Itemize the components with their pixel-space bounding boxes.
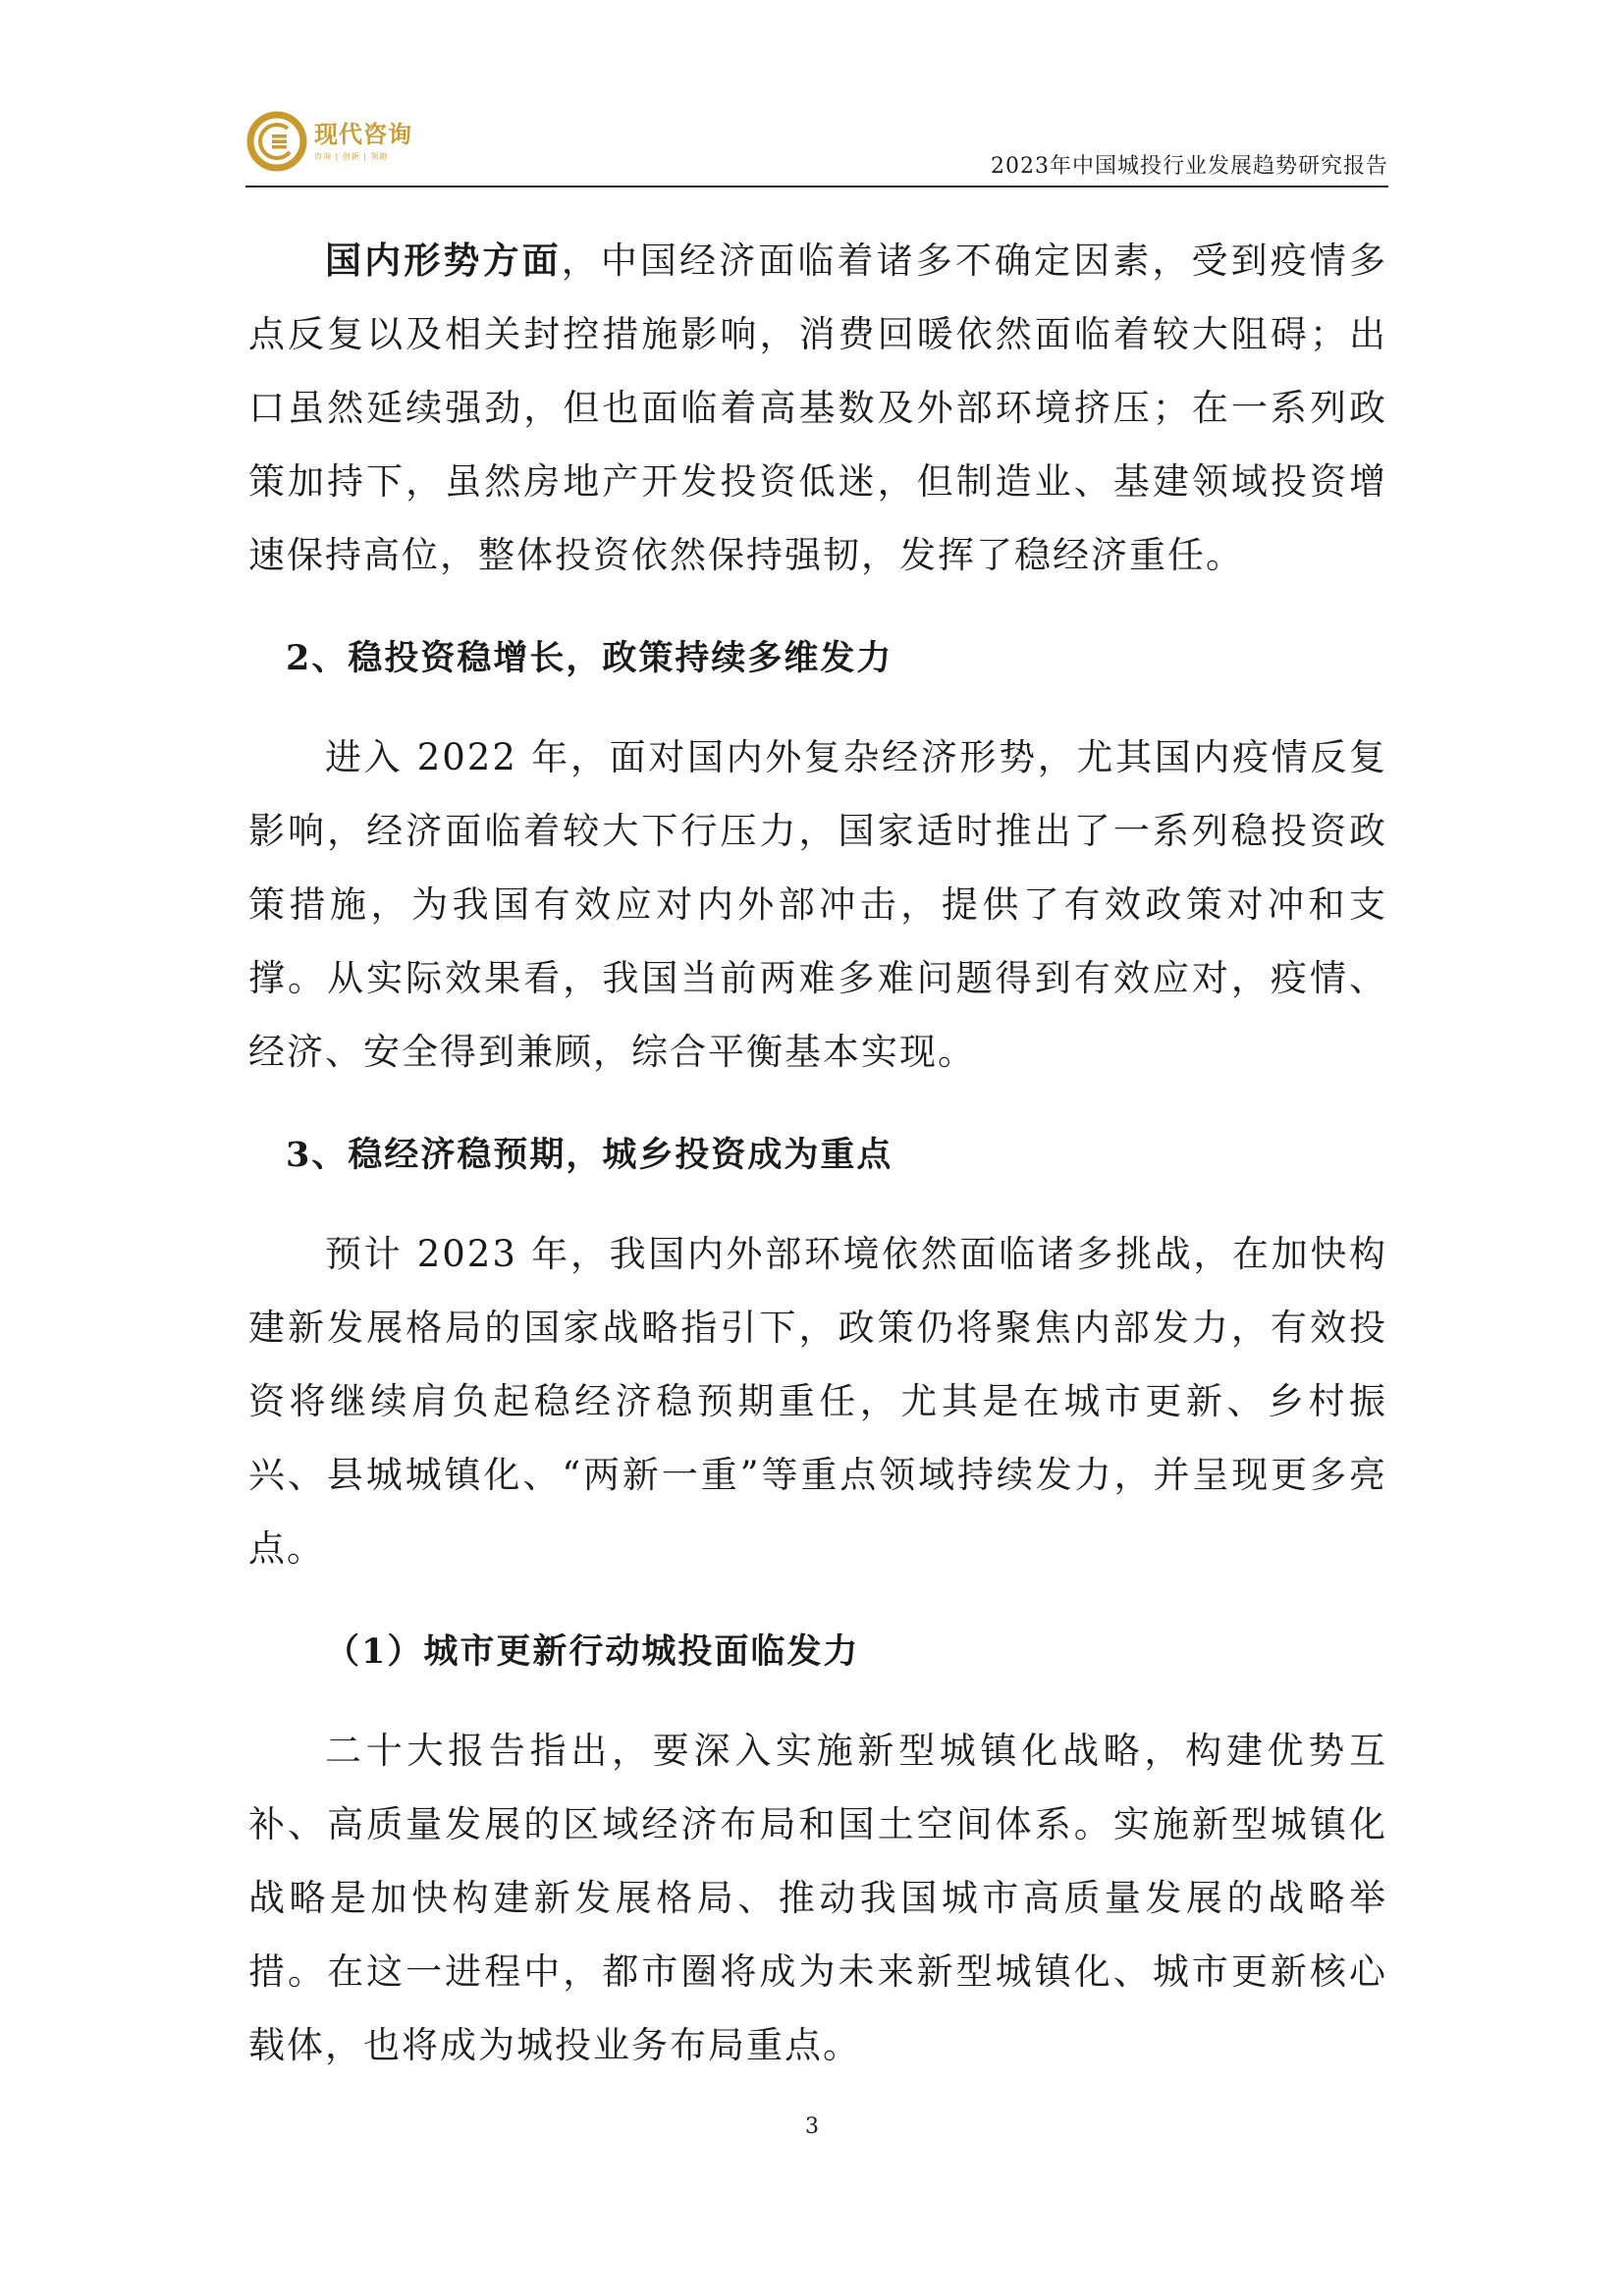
header-divider	[245, 186, 1388, 187]
paragraph-text: ，中国经济面临着诸多不确定因素，受到疫情多点反复以及相关封控措施影响，消费回暖依然面临着较大阻碍；出口虽然延续强劲，但也面临着高基数及外部环境挤压；在一系列政策加持下，虽然房地产开发投资低迷，但制造业、基建领域投资增速保持高位，整体投资依然保持强韧，发挥了稳经济重任。	[248, 240, 1388, 576]
page-content	[248, 224, 1387, 2111]
paragraph-outlook-2023: 预计 2023 年，我国内外部环境依然面临诸多挑战，在加快构建新发展格局的国家战略指引下，政策仍将聚焦内部发力，有效投资将继续肩负起稳经济稳预期重任，尤其是在城市更新、乡村振兴、县城城镇化、“两新一重”等重点领域持续发力，并呈现更多亮点。	[248, 1233, 1387, 1570]
logo-tagline: 咨询 | 创新 | 领跑	[314, 152, 389, 161]
paragraph-domestic-situation	[248, 224, 1387, 592]
report-title: 2023年中国城投行业发展趋势研究报告	[991, 154, 1388, 179]
section-heading-2: 2、稳投资稳增长，政策持续多维发力	[286, 638, 893, 678]
company-logo	[245, 106, 412, 177]
subsection-heading-1: （1）城市更新行动城投面临发力	[325, 1631, 860, 1672]
logo-mark-icon	[245, 110, 308, 173]
section-heading-3: 3、稳经济稳预期，城乡投资成为重点	[286, 1135, 893, 1175]
page-number: 3	[805, 2114, 819, 2139]
logo-name: 现代咨询	[314, 121, 412, 148]
paragraph-investment-policy: 进入 2022 年，面对国内外复杂经济形势，尤其国内疫情反复影响，经济面临着较大下行压力，国家适时推出了一系列稳投资政策措施，为我国有效应对内外部冲击，提供了有效政策对冲和支撑。从实际效果看，我国当前两难多难问题得到有效应对，疫情、经济、安全得到兼顾，综合平衡基本实现。	[248, 736, 1387, 1073]
paragraph-urbanization: 二十大报告指出，要深入实施新型城镇化战略，构建优势互补、高质量发展的区域经济布局和国土空间体系。实施新型城镇化战略是加快构建新发展格局、推动我国城市高质量发展的战略举措。在这一进程中，都市圈将成为未来新型城镇化、城市更新核心载体，也将成为城投业务布局重点。	[248, 1730, 1387, 2066]
paragraph-lead-phrase: 国内形势方面	[325, 239, 562, 282]
